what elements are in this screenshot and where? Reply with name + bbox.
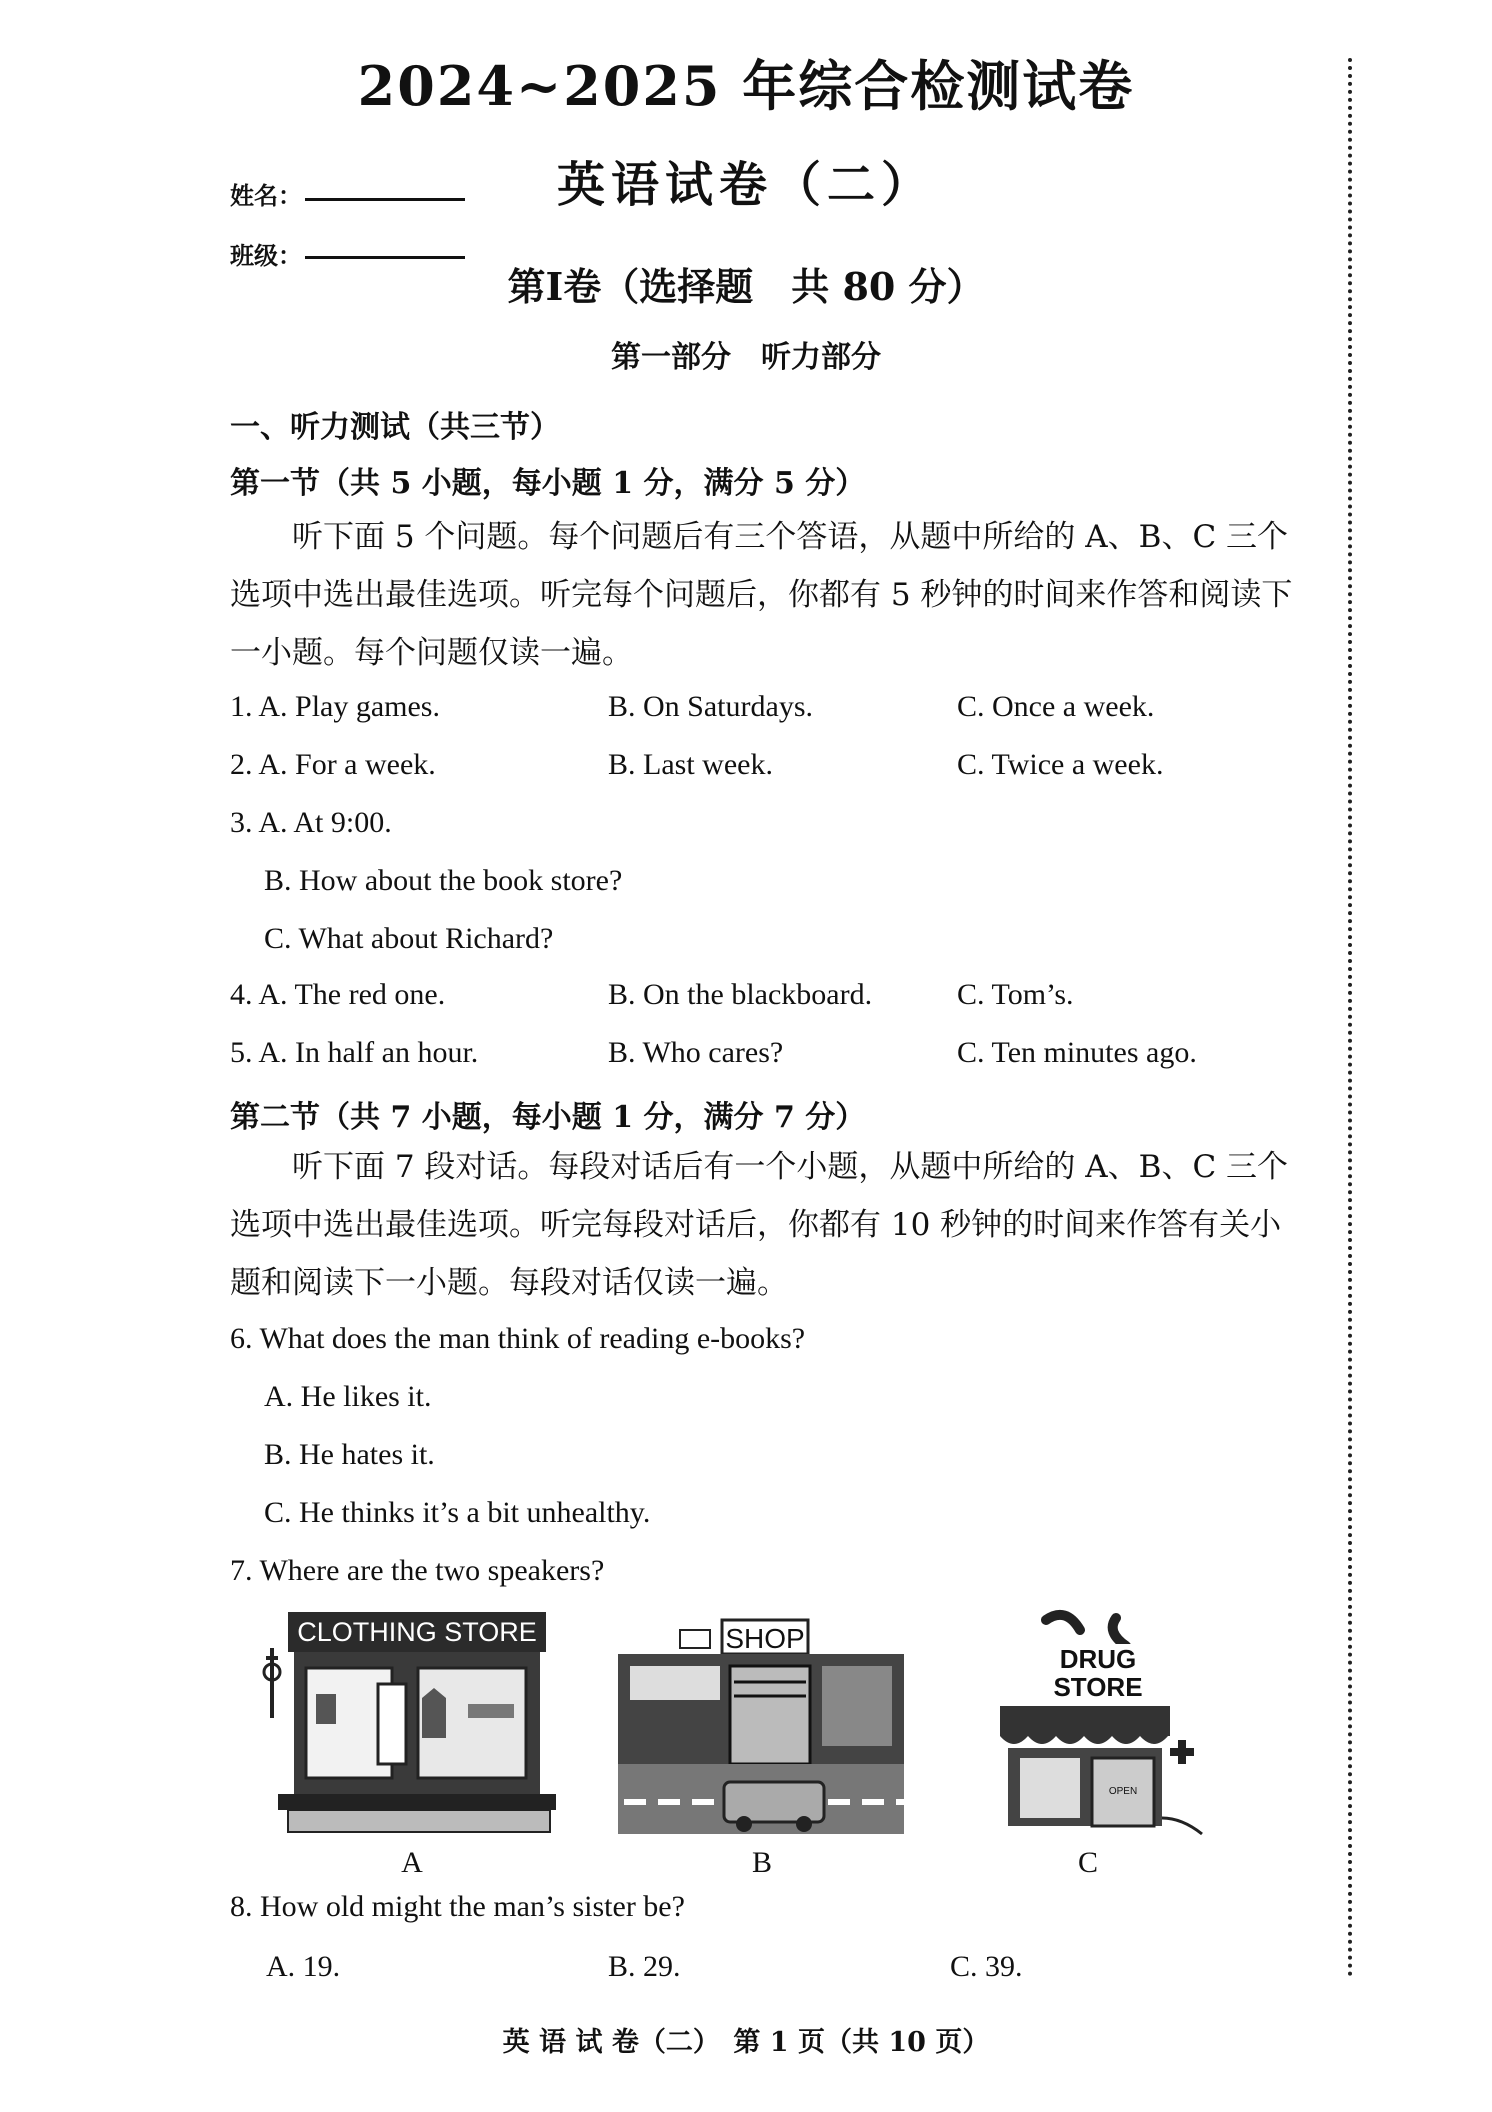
q5-option-a[interactable]: 5. A. In half an hour. <box>230 1036 479 1069</box>
q7-label-a: A <box>401 1846 423 1879</box>
drug-store-sign-line2: STORE <box>1053 1672 1143 1702</box>
question-8-options <box>266 1950 1346 1998</box>
drug-store-open-sign: OPEN <box>1108 1786 1138 1797</box>
shop-image[interactable] <box>614 1616 914 1836</box>
question-1 <box>230 690 1310 738</box>
part-heading: 第一部分 听力部分 <box>611 340 881 375</box>
binding-dotted-line <box>1348 58 1352 1978</box>
q7-label-b: B <box>751 1846 772 1879</box>
section1-instructions-text: 听下面 5 个问题。每个问题后有三个答语，从题中所给的 A、B、C 三个选项中选出最佳选项。听完每个问题后，你都有 5 秒钟的时间来作答和阅读下一小题。每个问题仅读一遍。 <box>230 519 1293 671</box>
section2-instructions-text: 听下面 7 段对话。每段对话后有一个小题，从题中所给的 A、B、C 三个选项中选出最佳选项。听完每段对话后，你都有 10 秒钟的时间来作答有关小题和阅读下一小题。每段对话仅读一遍。 <box>230 1149 1289 1301</box>
q7-question: 7. Where are the two speakers? <box>230 1554 605 1587</box>
section1-instructions <box>230 508 1310 682</box>
q2-option-a[interactable]: 2. A. For a week. <box>230 748 436 781</box>
exam-title: 2024~2025 年综合检测试卷 <box>357 54 1135 118</box>
q1-option-c[interactable]: C. Once a week. <box>957 690 1155 723</box>
q5-option-b[interactable]: B. Who cares? <box>608 1036 784 1069</box>
q4-option-b[interactable]: B. On the blackboard. <box>608 978 873 1011</box>
question-5 <box>230 1036 1310 1084</box>
exam-subtitle: 英语试卷（二） <box>556 157 935 213</box>
q6-option-c[interactable]: C. He thinks it’s a bit unhealthy. <box>264 1496 651 1529</box>
q8-option-b[interactable]: B. 29. <box>608 1950 681 1983</box>
shop-sign: SHOP <box>725 1623 805 1654</box>
q8-question: 8. How old might the man’s sister be? <box>230 1890 685 1923</box>
class-label: 班级： <box>230 241 302 270</box>
clothing-store-image[interactable] <box>258 1608 558 1838</box>
drug-store-sign-line1: DRUG <box>1059 1644 1137 1674</box>
q1-option-a[interactable]: 1. A. Play games. <box>230 690 440 723</box>
q1-option-b[interactable]: B. On Saturdays. <box>608 690 813 723</box>
q7-label-c: C <box>1077 1846 1098 1879</box>
drug-store-image[interactable] <box>996 1608 1216 1838</box>
q3-option-a[interactable]: 3. A. At 9:00. <box>230 806 392 839</box>
question-2 <box>230 748 1310 796</box>
q8-option-c[interactable]: C. 39. <box>950 1950 1023 1983</box>
q5-option-c[interactable]: C. Ten minutes ago. <box>957 1036 1197 1069</box>
q3-option-c[interactable]: C. What about Richard? <box>264 922 554 955</box>
q2-option-c[interactable]: C. Twice a week. <box>957 748 1164 781</box>
q4-option-c[interactable]: C. Tom’s. <box>957 978 1074 1011</box>
q6-option-b[interactable]: B. He hates it. <box>264 1438 435 1471</box>
section2-instructions <box>230 1138 1310 1312</box>
section1-heading: 第一节（共 5 小题，每小题 1 分，满分 5 分） <box>230 466 866 501</box>
question-4 <box>230 978 1310 1026</box>
volume-heading: 第Ⅰ卷（选择题 共 80 分） <box>507 264 985 309</box>
q8-option-a[interactable]: A. 19. <box>266 1950 341 1983</box>
q4-option-a[interactable]: 4. A. The red one. <box>230 978 446 1011</box>
q6-question: 6. What does the man think of reading e-books? <box>230 1322 806 1355</box>
q6-option-a[interactable]: A. He likes it. <box>264 1380 432 1413</box>
clothing-store-sign: CLOTHING STORE <box>297 1617 537 1647</box>
name-blank[interactable] <box>305 198 465 201</box>
section-main-heading: 一、听力测试（共三节） <box>230 410 560 445</box>
name-label: 姓名： <box>230 181 302 210</box>
q3-option-b[interactable]: B. How about the book store? <box>264 864 623 897</box>
page-footer: 英 语 试 卷（二） 第 1 页（共 10 页） <box>502 2027 990 2058</box>
q2-option-b[interactable]: B. Last week. <box>608 748 773 781</box>
section2-heading: 第二节（共 7 小题，每小题 1 分，满分 7 分） <box>230 1100 866 1135</box>
